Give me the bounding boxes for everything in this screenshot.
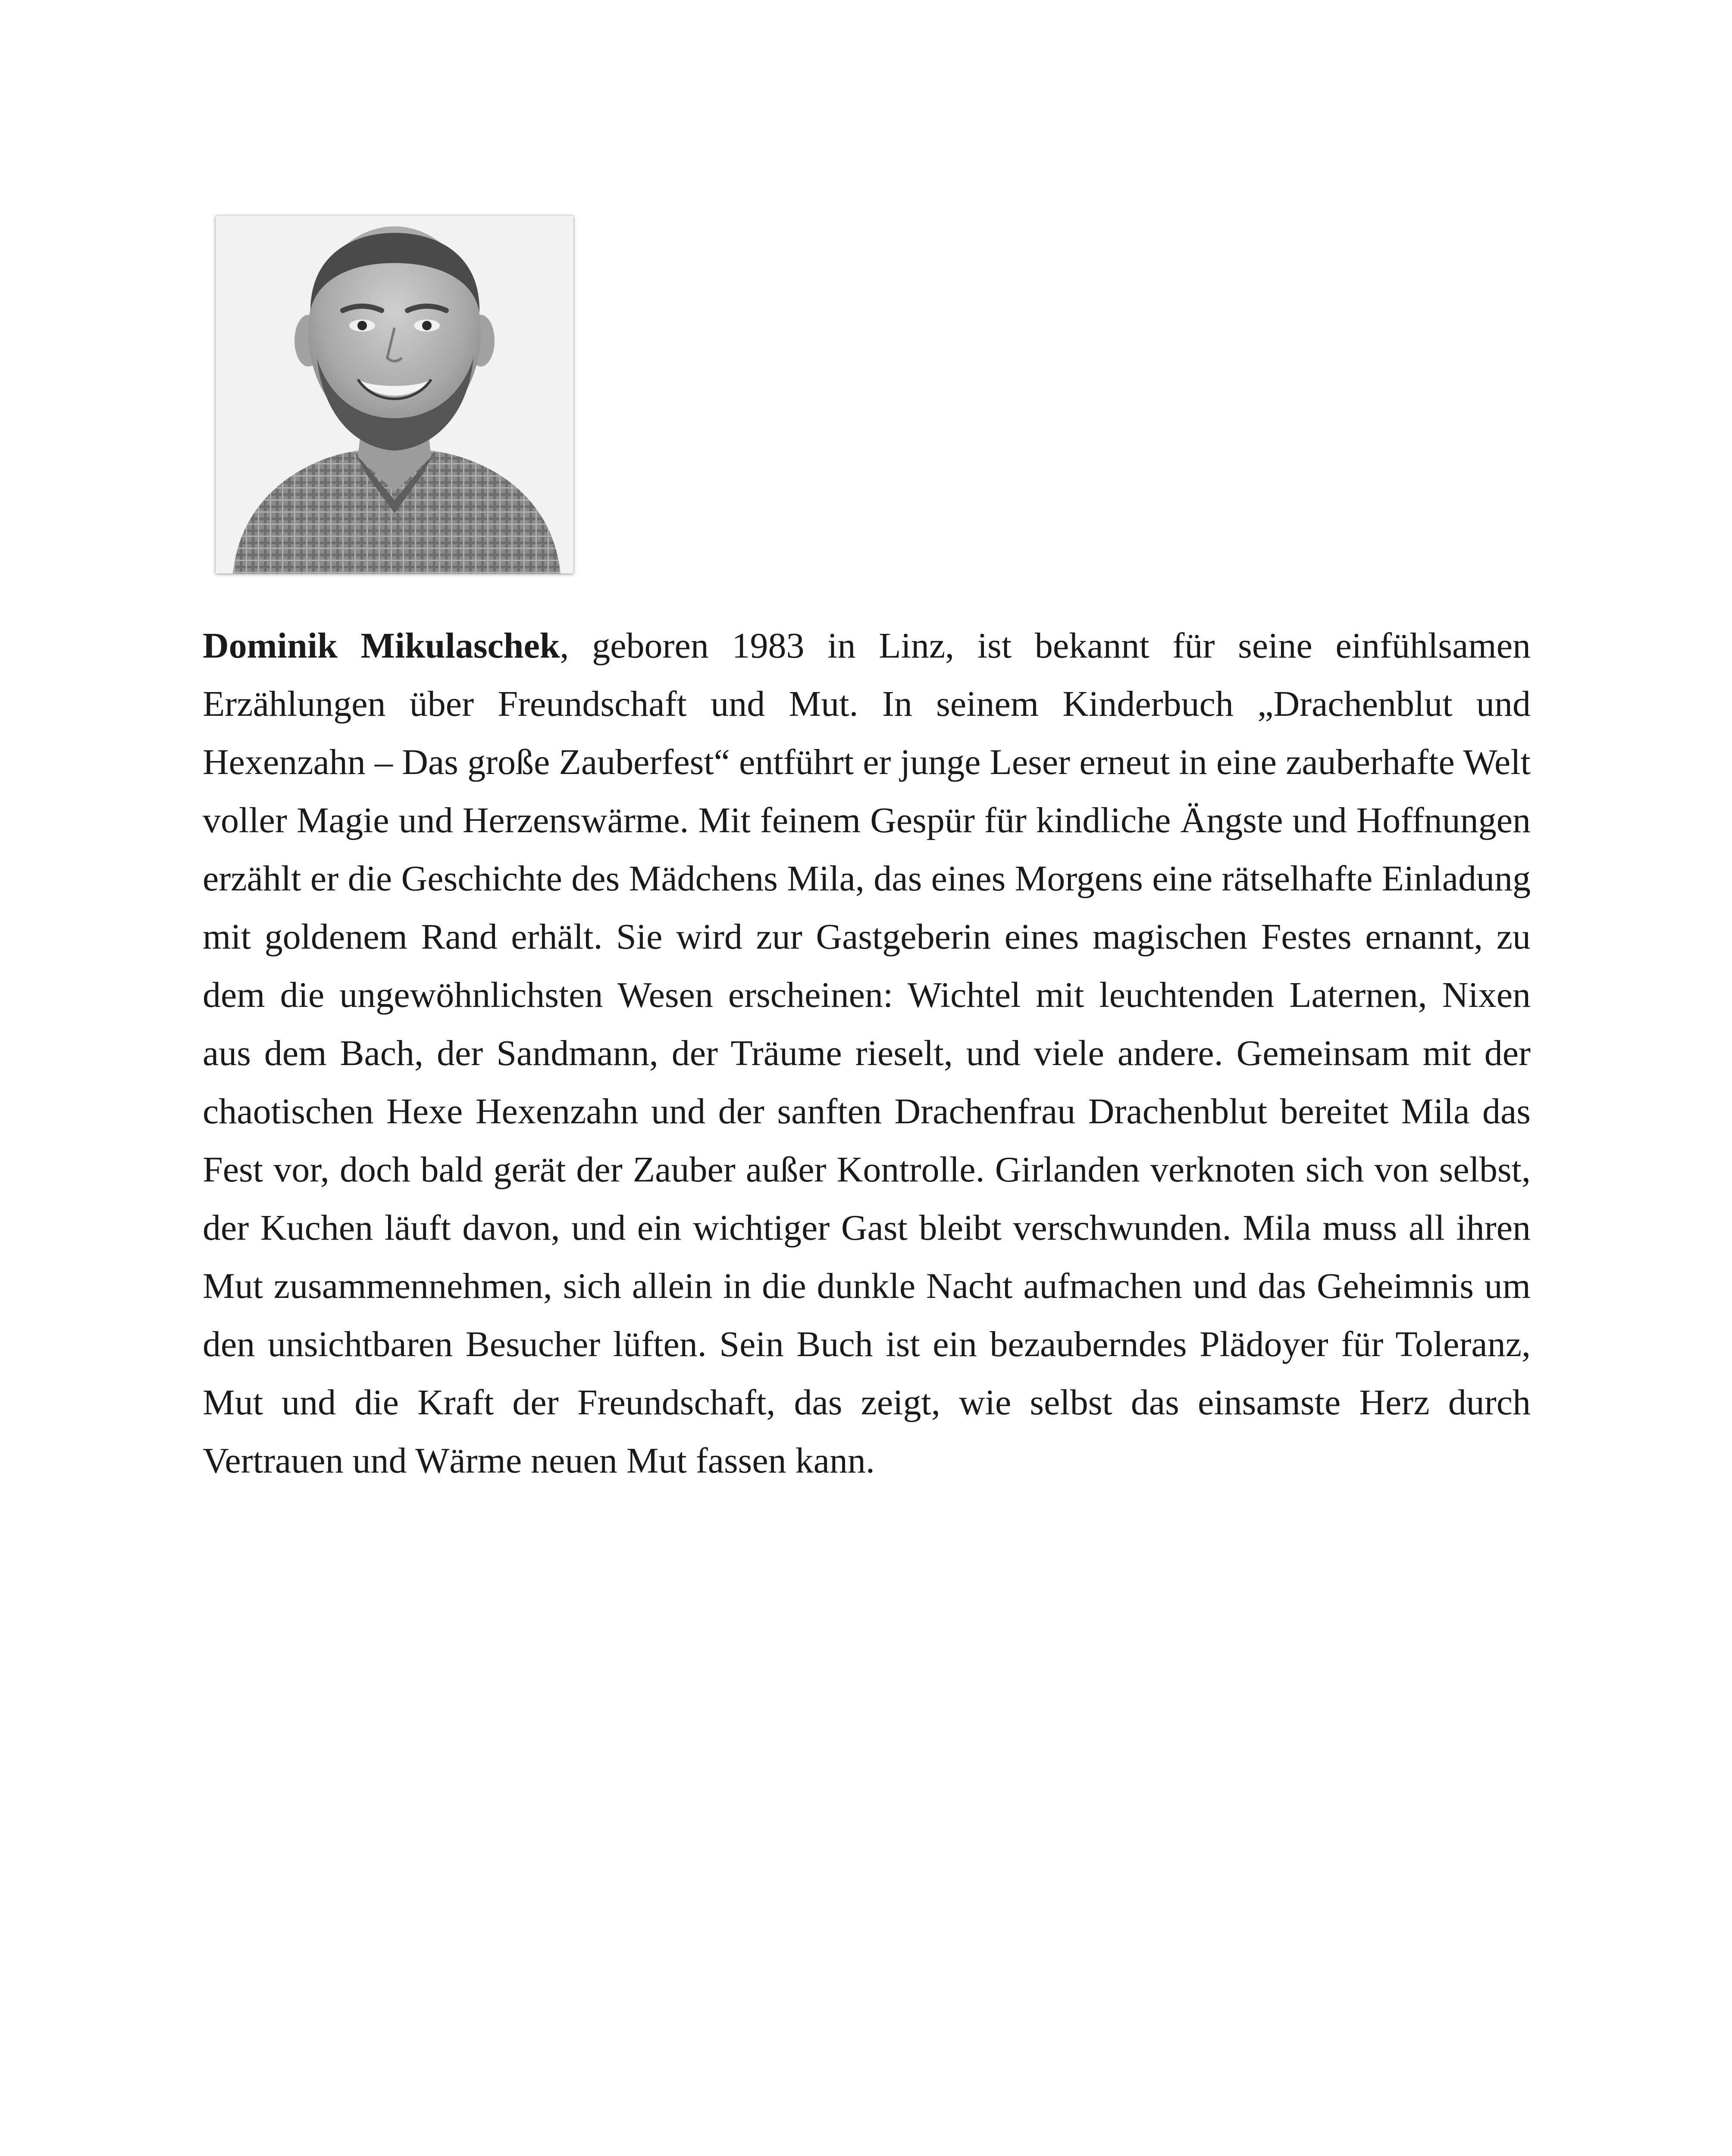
bio-text: , geboren 1983 in Linz, ist bekannt für seine einfühlsamen Erzählungen über Freundschaft und Mut. In seinem Kinderbuch „Drachenblut und Hexenzahn – Das große Zauberfest“ entführt er junge Leser erneut in eine zauberhafte Welt voller Magie und Herzenswärme. Mit feinem Gespür für kindliche Ängste und Hoffnungen erzählt er die Geschichte des Mädchens Mila, das eines Morgens eine rätselhafte Einladung mit goldenem Rand erhält. Sie wird zur Gastgeberin eines magischen Festes ernannt, zu dem die ungewöhnlichsten Wesen erscheinen: Wichtel mit leuchtenden Laternen, Nixen aus dem Bach, der Sandmann, der Träume rieselt, und viele andere. Gemeinsam mit der chaotischen Hexe Hexenzahn und der sanften Drachenfrau Drachenblut bereitet Mila das Fest vor, doch bald gerät der Zauber außer Kontrolle. Girlanden verknoten sich von selbst, der Kuchen läuft davon, und ein wichtiger Gast bleibt verschwunden. Mila muss all ihren Mut zusammennehmen, sich allein in die dunkle Nacht aufmachen und das Geheimnis um den unsichtbaren Besucher lüften. Sein Buch ist ein bezauberndes Plädoyer für Toleranz, Mut und die Kraft der Freundschaft, das zeigt, wie selbst das einsamste Herz durch Vertrauen und Wärme neuen Mut fassen kann. [203,626,1531,1481]
author-name: Dominik Mikulaschek [203,626,560,666]
portrait-image [216,216,573,573]
author-photo [216,216,573,573]
author-bio [203,617,1531,1490]
